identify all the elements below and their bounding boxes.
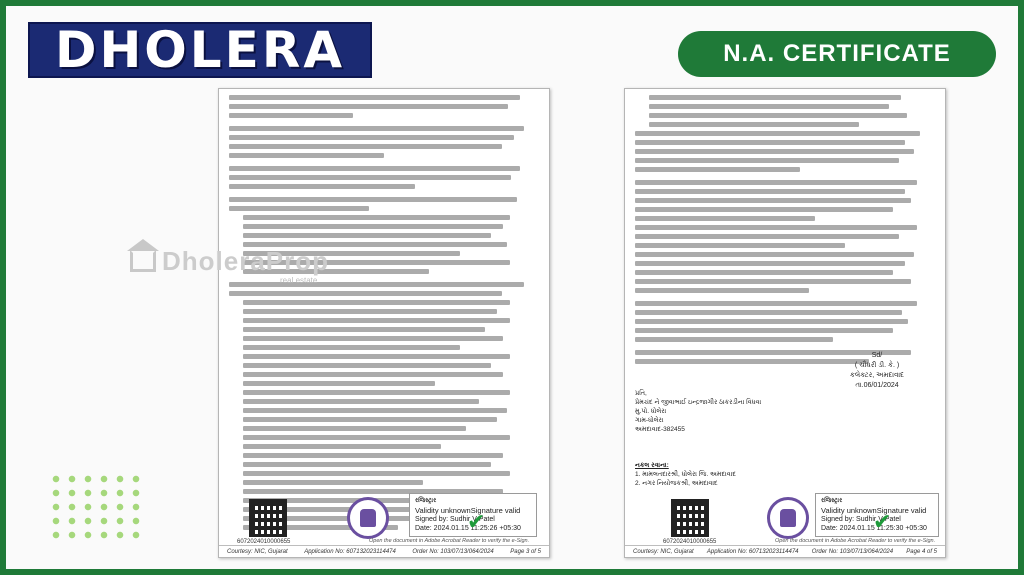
page-footer <box>625 545 945 557</box>
document-text-block <box>625 89 945 364</box>
signature-signed-by: Signed by: Sudhir V Patel <box>415 516 495 523</box>
esign-note: Open the document in Adobe Acrobat Reader to verify the e-Sign. <box>775 538 936 544</box>
addressee-line: ગામ-ધોલેરા <box>635 417 664 424</box>
signature-valid-check-icon: ✔ <box>873 509 892 534</box>
addressee-line: પ્રેમચંદ ને જીવાભાઈ ઇન્દ્રજાગીર ઠાકરડીના વિધવા <box>635 399 762 406</box>
footer-courtesy: Courtesy: NIC, Gujarat <box>633 548 694 555</box>
certificate-badge <box>678 31 996 77</box>
state-emblem-icon <box>360 509 376 527</box>
collector-seal <box>767 497 809 539</box>
footer-order-no: Order No: 103/07/13/064/2024 <box>811 548 894 555</box>
footer-application-no: Application No: 607132023114474 <box>706 548 799 555</box>
sign-role: કલેક્ટર, અમદાવાદ <box>849 372 905 379</box>
footer-page-number: Page 4 of 5 <box>906 548 937 555</box>
qr-code-id: 6072024010000655 <box>663 539 717 545</box>
footer-page-number: Page 3 of 5 <box>510 548 541 555</box>
signature-validity: Validity unknownSignature valid <box>821 506 927 515</box>
document-page-left <box>218 88 550 558</box>
dholeraprop-watermark <box>130 245 390 285</box>
addressee-line: મુ.પો. ધોલેરા <box>635 408 667 415</box>
signature-heading: રજિસ્ટ્રાર <box>415 498 437 504</box>
document-text-block <box>219 89 549 530</box>
copy-line: 1. મામલતદારશ્રી, ધોલેરા જિ. અમદાવાદ <box>635 471 736 478</box>
decorative-dot-grid <box>48 472 144 544</box>
qr-code-id: 6072024010000655 <box>237 539 291 545</box>
signature-heading: રજિસ્ટ્રાર <box>821 498 843 504</box>
addressee-line: પ્રતિ, <box>635 390 647 397</box>
logo-text: DHOLERA <box>54 21 346 79</box>
sign-date: તા.06/01/2024 <box>855 382 899 389</box>
signature-valid-check-icon: ✔ <box>467 509 486 534</box>
copy-line: 2. નગર નિયોજકશ્રી, અમદાવાદ <box>635 480 718 487</box>
sign-name: ( ચૌધરી ડી. કે. ) <box>854 362 900 369</box>
sign-label: Sd/ <box>871 352 883 359</box>
signature-signed-by: Signed by: Sudhir V Patel <box>821 516 901 523</box>
collector-sign-block <box>821 351 933 391</box>
document-page-right <box>624 88 946 558</box>
footer-application-no: Application No: 607132023114474 <box>304 548 396 555</box>
collector-seal <box>347 497 389 539</box>
qr-code <box>671 499 709 537</box>
watermark-subtext: real estate <box>280 276 318 285</box>
signature-validity: Validity unknownSignature valid <box>415 506 521 515</box>
house-icon <box>130 250 156 272</box>
addressee-line: અમદાવાદ-382455 <box>635 426 685 433</box>
addressee-block <box>635 389 855 434</box>
signature-date: Date: 2024.01.15 11:25:26 +05:30 <box>415 525 521 532</box>
esign-note: Open the document in Adobe Acrobat Reader to verify the e-Sign. <box>369 538 530 544</box>
certificate-badge-label: N.A. CERTIFICATE <box>723 40 951 67</box>
qr-code <box>249 499 287 537</box>
copy-heading: નકલ રવાના: <box>635 462 669 469</box>
watermark-text: DholeraProp <box>162 245 330 276</box>
signature-date: Date: 2024.01.15 11:25:30 +05:30 <box>821 525 927 532</box>
dholera-logo <box>28 22 372 78</box>
copy-to-block <box>635 461 935 488</box>
footer-order-no: Order No: 103/07/13/064/2024 <box>412 548 494 555</box>
page-footer <box>219 545 549 557</box>
state-emblem-icon <box>780 509 796 527</box>
footer-courtesy: Courtesy: NIC, Gujarat <box>227 548 288 555</box>
